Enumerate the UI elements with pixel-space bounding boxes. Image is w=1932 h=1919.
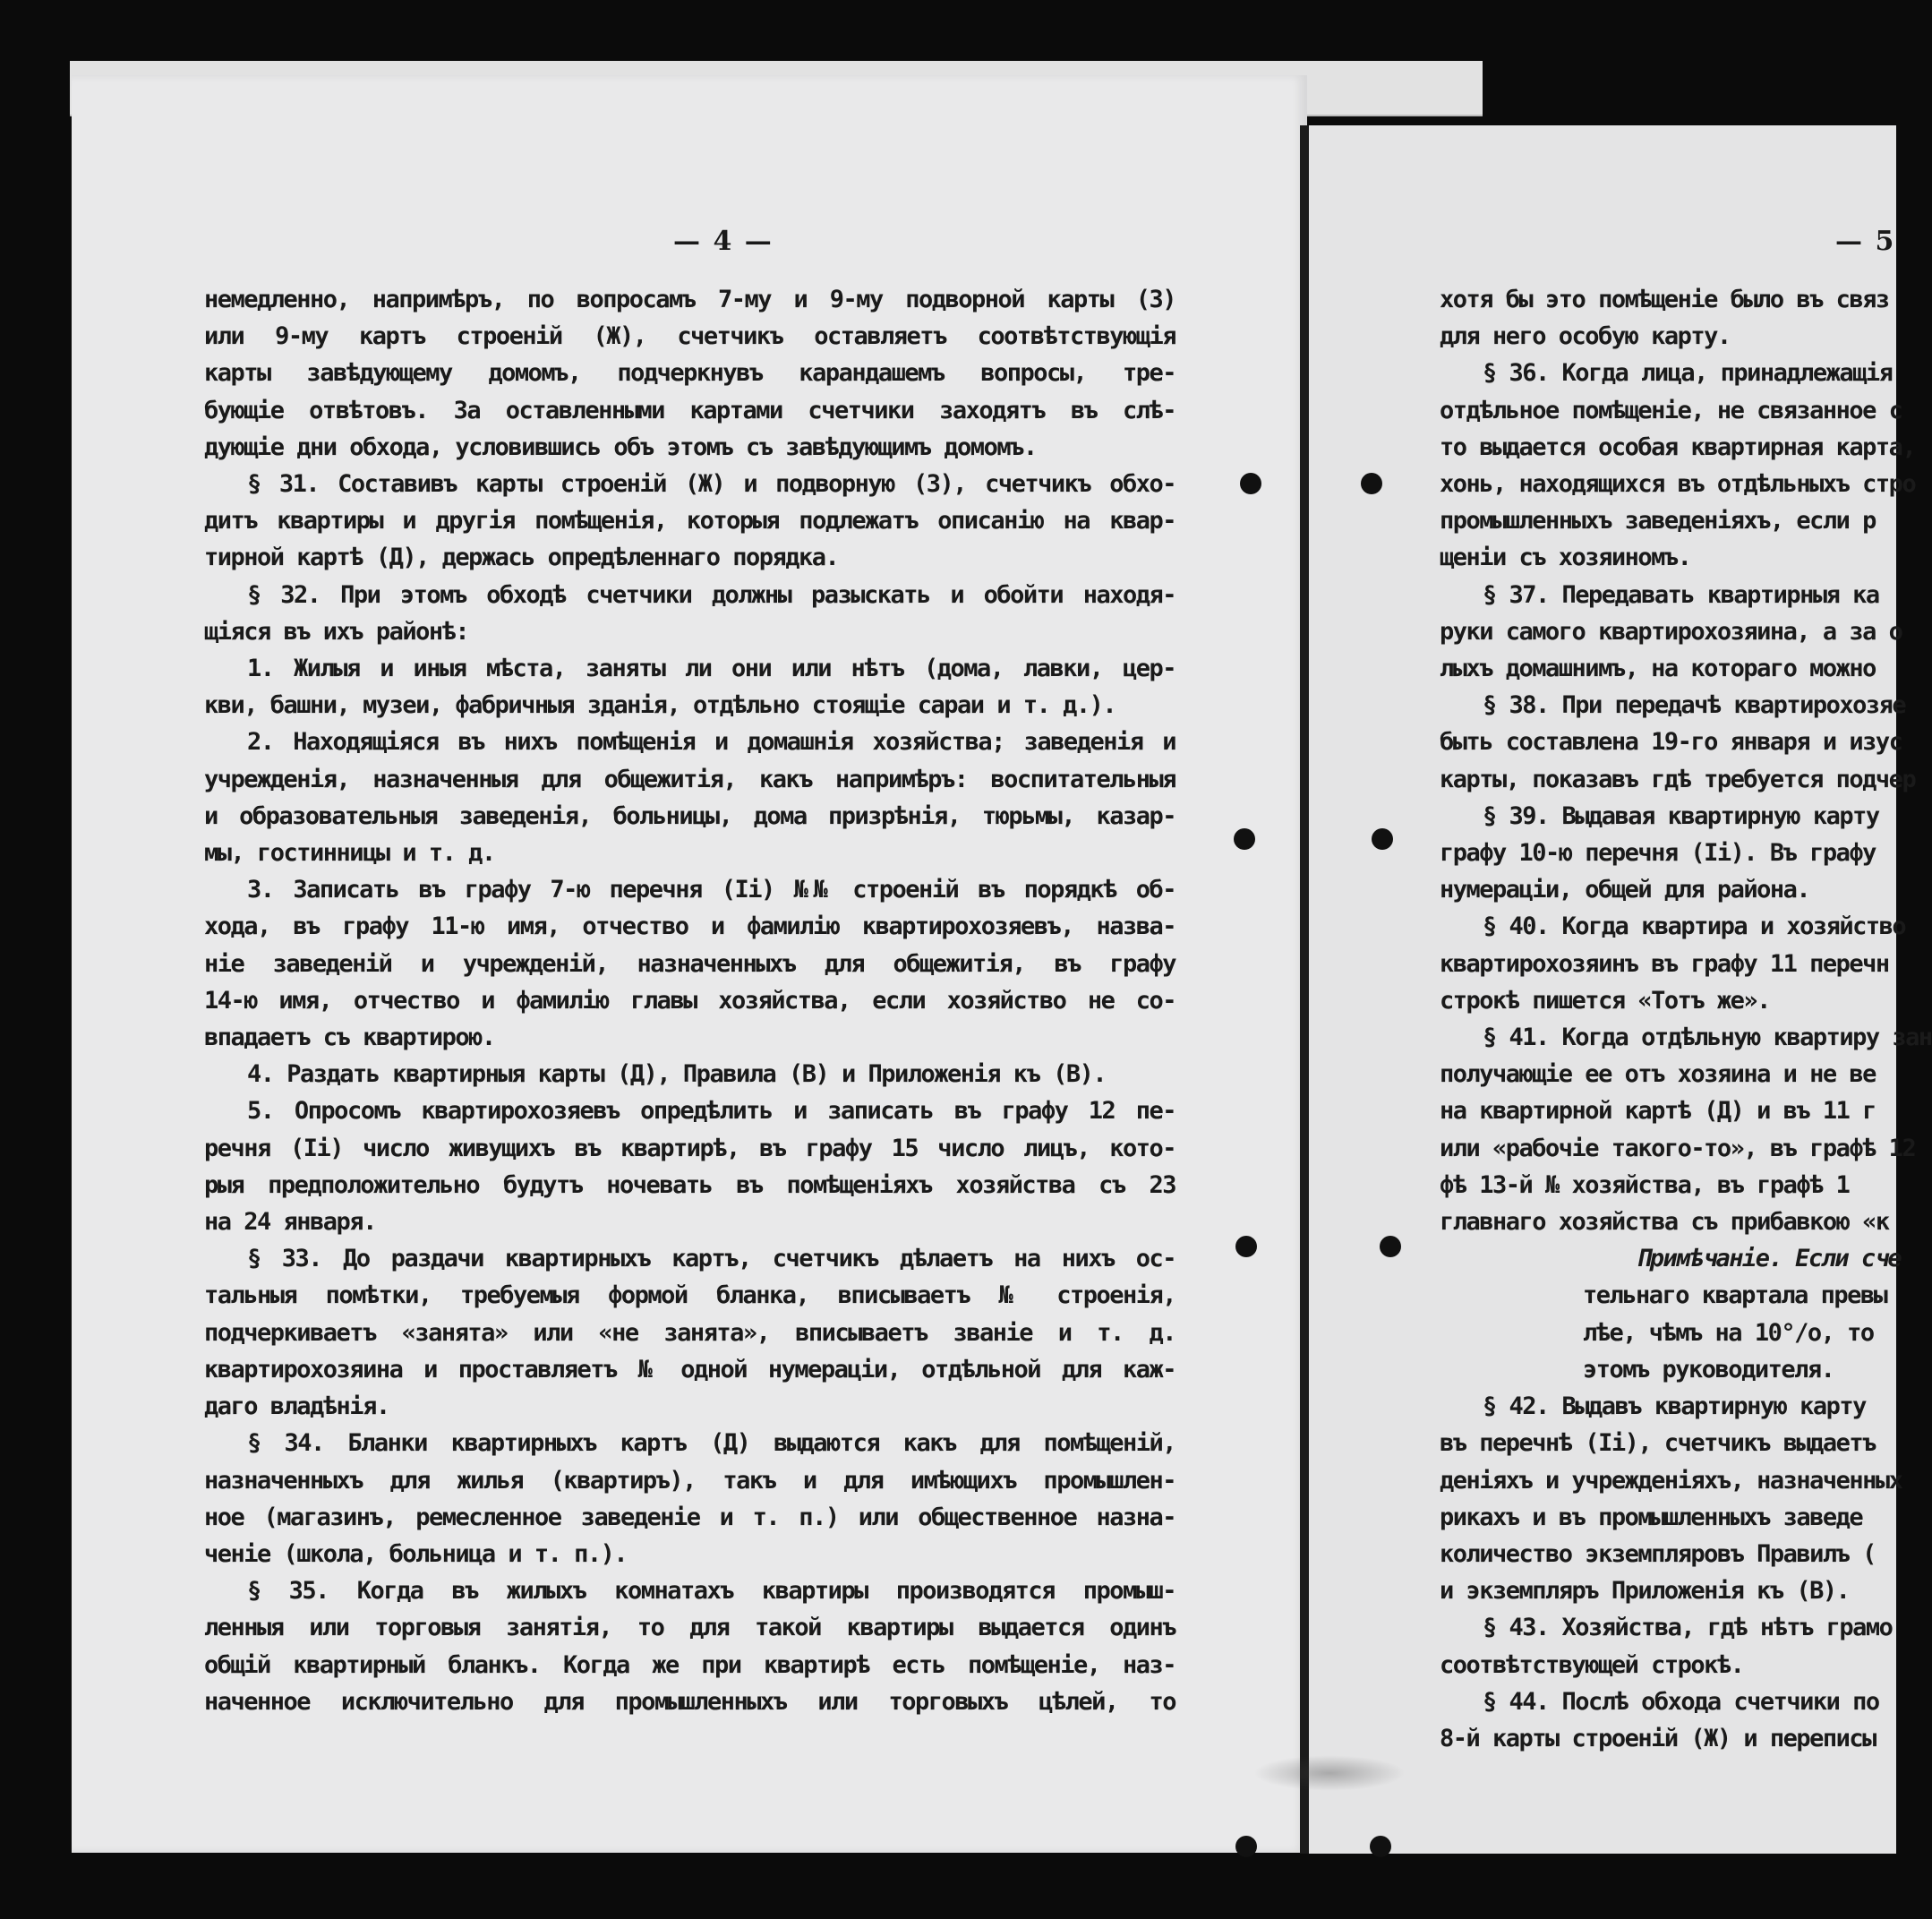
text-line: на 24 января. (204, 1208, 376, 1237)
text-line: § 33. До раздачи квартирныхъ картъ, счетчикъ дѣлаетъ на нихъ ос- (247, 1245, 1175, 1273)
text-line: мы, гостинницы и т. д. (204, 839, 495, 868)
text-line: кви, башни, музеи, фабричныя зданія, отдѣльно стоящіе сараи и т. д.). (204, 691, 1116, 720)
text-line: ніе заведеній и учрежденій, назначенныхъ для общежитія, въ графу (204, 949, 1175, 978)
text-line: немедленно, напримѣръ, по вопросамъ 7-му и 9-му подворной карты (З) (204, 286, 1175, 313)
text-line: карты завѣдующему домомъ, подчеркнувъ карандашемъ вопросы, тре- (204, 359, 1175, 388)
text-line: общій квартирный бланкъ. Когда же при квартирѣ есть помѣщеніе, наз- (204, 1650, 1175, 1679)
text-line: бующіе отвѣтовъ. За оставленными картами счетчики заходятъ въ слѣ- (204, 396, 1175, 424)
text-line: § 31. Составивъ карты строеній (Ж) и подворную (З), счетчикъ обхо- (247, 470, 1175, 499)
text-line: лѣе, чѣмъ на 10°/о, то (1583, 1318, 1874, 1347)
text-line: учрежденія, назначенныя для общежитія, какъ напримѣръ: воспитательныя (204, 765, 1175, 793)
text-line: быть составлена 19-го января и изус (1440, 728, 1902, 757)
binding-hole (1361, 473, 1382, 494)
text-line: наченное исключительно для промышленныхъ или торговыхъ цѣлей, то (204, 1687, 1175, 1716)
right-page-number: — 5 (1835, 226, 1896, 257)
text-line: 4. Раздать квартирныя карты (Д), Правила (В) и Приложенія къ (В). (247, 1060, 1107, 1089)
text-line: 1. Жилыя и иныя мѣста, заняты ли они или нѣтъ (дома, лавки, цер- (247, 655, 1175, 683)
text-line: соотвѣтствующей строкѣ. (1440, 1650, 1744, 1679)
right-page-text (1440, 281, 1932, 1757)
text-line: § 44. Послѣ обхода счетчики по (1483, 1687, 1879, 1716)
text-line: строкѣ пишется «Тотъ же». (1440, 986, 1770, 1015)
text-line: 14-ю имя, отчество и фамилію главы хозяйства, если хозяйство не со- (204, 986, 1175, 1015)
text-line: квартирохозяина и проставляетъ № одной нумераціи, отдѣльной для каж- (204, 1355, 1175, 1384)
text-line: тирной картѣ (Д), держась опредѣленнаго порядка. (204, 544, 839, 572)
text-line: ное (магазинъ, ремесленное заведеніе и т. п.) или общественное назна- (204, 1503, 1175, 1531)
text-line: получающіе ее отъ хозяина и не ве (1440, 1060, 1876, 1089)
text-line: деніяхъ и учрежденіяхъ, назначенных (1440, 1466, 1902, 1495)
text-line: нумераціи, общей для района. (1440, 876, 1810, 904)
text-line: тальныя помѣтки, требуемыя формой бланка, вписываетъ № строенія, (204, 1281, 1175, 1310)
text-line: карты, показавъ гдѣ требуется подчер (1440, 765, 1916, 793)
text-line: ченіе (школа, больница и т. п.). (204, 1539, 628, 1568)
text-line: хода, въ графу 11-ю имя, отчество и фамилію квартирохозяевъ, назва- (204, 912, 1175, 941)
text-line: § 38. При передачѣ квартирохозяе (1483, 691, 1906, 720)
text-line: дитъ квартиры и другія помѣщенія, которыя подлежатъ описанію на квар- (204, 507, 1175, 535)
binding-hole (1372, 828, 1393, 850)
text-line: то выдается особая квартирная карта, (1440, 433, 1916, 461)
text-line: 8-й карты строеній (Ж) и переписы (1440, 1724, 1876, 1752)
text-line: щеніи съ хозяиномъ. (1440, 544, 1691, 572)
text-line: 3. Записать въ графу 7-ю перечня (Ii) №№ строеній въ порядкѣ об- (247, 876, 1175, 904)
text-line: или «рабочіе такого-то», въ графѣ 12 (1440, 1134, 1916, 1162)
text-line: § 41. Когда отдѣльную квартиру зан (1483, 1024, 1932, 1052)
text-line: главнаго хозяйства съ прибавкою «к (1440, 1208, 1889, 1237)
text-line: щіяся въ ихъ районѣ: (204, 617, 469, 646)
text-line: ленныя или торговыя занятія, то для такой квартиры выдается одинъ (204, 1614, 1175, 1642)
text-line: для него особую карту. (1440, 322, 1731, 351)
text-line: 5. Опросомъ квартирохозяевъ опредѣлить и записать въ графу 12 пе- (247, 1097, 1175, 1126)
binding-hole (1235, 1836, 1257, 1857)
text-line: на квартирной картѣ (Д) и въ 11 г (1440, 1097, 1876, 1126)
text-line: назначенныхъ для жилья (квартиръ), такъ и для имѣющихъ промышлен- (204, 1466, 1175, 1495)
text-line: графу 10-ю перечня (Ii). Въ графу (1440, 839, 1876, 868)
text-line: въ перечнѣ (Ii), счетчикъ выдаетъ (1440, 1429, 1876, 1458)
page-fold (1300, 125, 1309, 1854)
text-line: и экземпляръ Приложенія къ (В). (1440, 1577, 1850, 1606)
ink-smudge (1253, 1755, 1406, 1791)
left-page-number: — 4 — (673, 226, 774, 257)
text-line: § 42. Выдавъ квартирную карту (1483, 1392, 1866, 1421)
text-line: § 34. Бланки квартирныхъ картъ (Д) выдаются какъ для помѣщеній, (247, 1429, 1175, 1458)
text-line: Примѣчаніе. Если сче (1637, 1245, 1902, 1273)
text-line: рикахъ и въ промышленныхъ заведе (1440, 1503, 1863, 1531)
text-line: дующіе дни обхода, условившись объ этомъ съ завѣдующимъ домомъ. (204, 433, 1037, 461)
binding-hole (1235, 1236, 1257, 1257)
text-line: 2. Находящіяся въ нихъ помѣщенія и домашнія хозяйства; заведенія и (247, 728, 1175, 757)
text-line: § 36. Когда лица, принадлежащія (1483, 359, 1893, 388)
text-line: квартирохозяинъ въ графу 11 перечн (1440, 949, 1889, 978)
text-line: рыя предположительно будутъ ночевать въ помѣщеніяхъ хозяйства съ 23 (204, 1170, 1175, 1199)
text-line: этомъ руководителя. (1583, 1355, 1834, 1384)
text-line: впадаетъ съ квартирою. (204, 1024, 495, 1052)
binding-hole (1240, 473, 1261, 494)
text-line: и образовательныя заведенія, больницы, дома призрѣнія, тюрьмы, казар- (204, 801, 1175, 830)
text-line: § 32. При этомъ обходѣ счетчики должны разыскать и обойти находя- (247, 580, 1175, 609)
text-line: промышленныхъ заведеніяхъ, если р (1440, 507, 1876, 535)
left-page-text (204, 281, 1175, 1720)
text-line: хотя бы это помѣщеніе было въ связ (1440, 286, 1889, 313)
text-line: § 37. Передавать квартирныя ка (1483, 580, 1879, 609)
binding-hole (1370, 1836, 1391, 1857)
text-line: руки самого квартирохозяина, а за о (1440, 617, 1902, 646)
text-line: § 39. Выдавая квартирную карту (1483, 801, 1879, 830)
text-line: § 35. Когда въ жилыхъ комнатахъ квартиры производятся промыш- (247, 1577, 1175, 1606)
text-line: хонь, находящихся въ отдѣльныхъ стро (1440, 470, 1916, 499)
text-line: речня (Ii) число живущихъ въ квартирѣ, въ графу 15 число лицъ, кото- (204, 1134, 1175, 1162)
text-line: даго владѣнія. (204, 1392, 389, 1421)
text-line: отдѣльное помѣщеніе, не связанное с (1440, 396, 1902, 424)
text-line: или 9-му картъ строеній (Ж), счетчикъ оставляетъ соотвѣтствующія (204, 322, 1175, 351)
text-line: § 40. Когда квартира и хозяйство (1483, 912, 1906, 941)
text-line: количество экземпляровъ Правилъ ( (1440, 1539, 1876, 1568)
binding-hole (1380, 1236, 1401, 1257)
text-line: тельнаго квартала превы (1583, 1281, 1887, 1310)
binding-hole (1234, 828, 1255, 850)
text-line: фѣ 13-й № хозяйства, въ графѣ 1 (1440, 1170, 1850, 1199)
text-line: § 43. Хозяйства, гдѣ нѣтъ грамо (1483, 1614, 1893, 1642)
text-line: лыхъ домашнимъ, на котораго можно (1440, 655, 1876, 683)
text-line: подчеркиваетъ «занята» или «не занята», вписываетъ званіе и т. д. (204, 1318, 1175, 1347)
